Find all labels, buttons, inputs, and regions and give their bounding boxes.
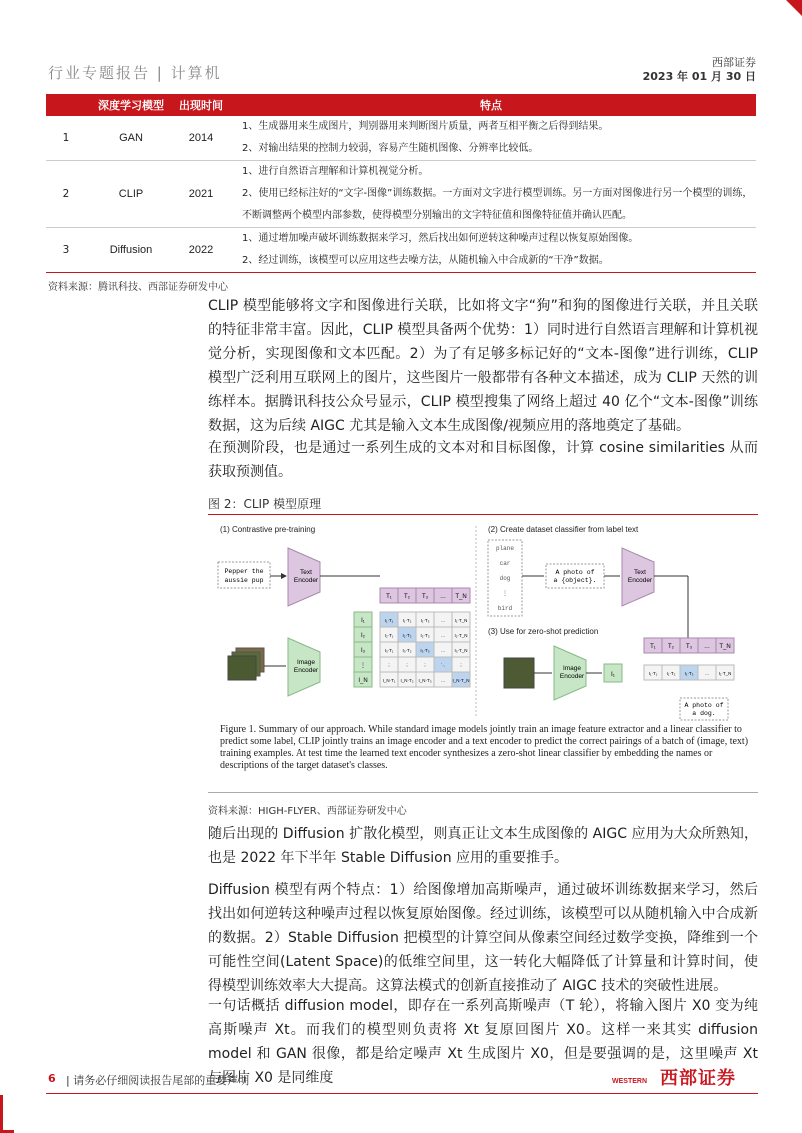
similarity-label: I_N·T₃ xyxy=(418,678,432,683)
similarity-label: I₂·T_N xyxy=(454,633,468,638)
similarity-label: I₂·T₁ xyxy=(384,633,394,638)
similarity-label: ⋱ xyxy=(440,663,446,668)
prediction-row xyxy=(644,665,734,680)
paragraph: 随后出现的 Diffusion 扩散化模型，则真正让文本生成图像的 AIGC 应用为大众所熟知，也是 2022 年下半年 Stable Diffusion 应用的重要推手。 xyxy=(208,826,758,866)
text-embedding-label: T₁ xyxy=(386,594,392,600)
label-item: bird xyxy=(497,605,513,612)
report-date: 2023 年 01 月 30 日 xyxy=(642,70,756,83)
similarity-label: … xyxy=(440,648,446,653)
figure-caption: Figure 1. Summary of our approach. While standard image models jointly train an image feature extractor and a linear classifier to predict some label, CLIP jointly trains an image encoder and a text encoder to predict the correct pairings of a batch of (image, text) training examples. At test time the learned text encoder synthesizes a zero-shot linear classifier by embedding the names or descriptions of the target dataset's classes. xyxy=(220,724,749,771)
footer-divider xyxy=(46,1093,758,1094)
similarity-label: I₃·T_N xyxy=(454,648,468,653)
paragraph: 一句话概括 diffusion model，即存在一系列高斯噪声（T 轮），将输入图片 X0 变为纯高斯噪声 Xt。而我们的模型则负责将 Xt 复原回图片 X0。这样一来其实 diffusion model 和 GAN 很像，都是给定噪声 Xt 生成图片 X0，但是要强调的是，这里噪声 Xt 与图片 X0 是同维度 xyxy=(208,998,758,1086)
row-year: 2022 xyxy=(176,228,226,273)
similarity-label: ⋮ xyxy=(458,663,464,668)
page-number: 6 xyxy=(48,1072,56,1085)
col-model: 深度学习模型 xyxy=(98,99,164,112)
row-features xyxy=(226,161,756,228)
row-model: GAN xyxy=(86,116,176,161)
label-item: ⋮ xyxy=(502,590,508,597)
clip-diagram xyxy=(208,518,758,788)
text-embedding-label: T_N xyxy=(719,644,731,650)
input-text-box xyxy=(218,562,270,588)
similarity-label: I₂·T₃ xyxy=(420,633,430,638)
similarity-label: ⋮ xyxy=(404,663,410,668)
col-features: 特点 xyxy=(480,99,502,112)
text-embedding-label: T₁ xyxy=(650,644,656,650)
image-embedding-label: I₂ xyxy=(361,633,365,639)
text-embedding-label: T₃ xyxy=(685,644,693,650)
section-title-pretraining: (1) Contrastive pre-training xyxy=(220,525,316,534)
paragraph: Diffusion 模型有两个特点：1）给图像增加高斯噪声，通过破坏训练数据来学习，然后找出如何逆转这种噪声过程以恢复原始图像。经过训练，该模型可以从随机输入中合成新的数据。2）Stable Diffusion 把模型的计算空间从像素空间经过数学变换，降维到一个可能性空间(Latent Space)的低维空间里，这一转化大幅降低了计算量和计算时间，使得模型训练效率大大提高。这算法模式的创新直接推动了 AIGC 技术的突破性进展。 xyxy=(208,882,758,994)
text-embedding-label: … xyxy=(704,644,710,650)
section-title-classifier: (2) Create dataset classifier from label text xyxy=(488,525,639,534)
feature-line: 2、对输出结果的控制力较弱，容易产生随机图像、分辨率比较低。 xyxy=(242,143,539,154)
label-item: car xyxy=(499,560,511,567)
brand-logo-cn: 西部证券 xyxy=(660,1068,736,1089)
similarity-label: I_N·T₁ xyxy=(382,678,396,683)
row-year: 2014 xyxy=(176,116,226,161)
prediction-label: … xyxy=(704,671,710,676)
model-comparison-table xyxy=(46,94,756,273)
feature-line: 不断调整两个模型内部参数，使得模型分别输出的文字特征值和图像特征值并确认匹配。 xyxy=(242,210,632,221)
image-embedding-label: I₁ xyxy=(361,618,365,624)
col-year: 出现时间 xyxy=(179,99,223,112)
label-item: plane xyxy=(495,545,515,552)
paragraph: 在预测阶段，也是通过一系列生成的文本对和目标图像，计算 cosine similarities 从而获取预测值。 xyxy=(208,440,758,480)
feature-line: 2、经过训练，该模型可以应用这些去噪方法，从随机输入中合成新的“干净”数据。 xyxy=(242,255,609,266)
table-header-row xyxy=(46,94,756,116)
brand-logo xyxy=(612,1064,762,1092)
prediction-label: I₁·T₁ xyxy=(648,671,658,676)
prediction-label: I₁·T_N xyxy=(718,671,732,676)
header-meta xyxy=(643,56,756,84)
similarity-label: ⋮ xyxy=(422,663,428,668)
similarity-label: ⋮ xyxy=(386,663,392,668)
image-embedding-label: I_N xyxy=(358,678,368,684)
similarity-label: I₃·T₃ xyxy=(420,648,430,653)
similarity-label: I₁·T₁ xyxy=(384,618,394,623)
similarity-label: I_N·T_N xyxy=(452,678,470,683)
input-image xyxy=(228,656,256,680)
row-model: CLIP xyxy=(86,161,176,228)
similarity-label: … xyxy=(440,633,446,638)
col-no xyxy=(46,94,86,116)
figure-divider xyxy=(208,514,758,515)
company-name: 西部证券 xyxy=(712,56,756,69)
row-no: 3 xyxy=(46,228,86,273)
similarity-label: … xyxy=(440,618,446,623)
prompt-text: A photo of a {object}. xyxy=(553,569,597,584)
table-row xyxy=(46,116,756,161)
paragraph: CLIP 模型能够将文字和图像进行关联，比如将文字“狗”和狗的图像进行关联，并且关联的特征非常丰富。因此，CLIP 模型具备两个优势：1）同时进行自然语言理解和计算机视觉分析，实现图像和文本匹配。2）为了有足够多标记好的“文本-图像”进行训练，CLIP 模型广泛利用互联网上的图片，这些图片一般都带有各种文本描述，成为 CLIP 天然的训练样本。据腾讯科技公众号显示，CLIP 模型搜集了网络上超过 40 亿个“文本-图像”训练数据，这为后续 AIGC 尤其是输入文本生成图像/视频应用的落地奠定了基础。 xyxy=(208,298,758,434)
prediction-label: I₁·T₂ xyxy=(666,671,676,676)
table-source: 资料来源：腾讯科技、西部证券研发中心 xyxy=(48,282,228,293)
report-category: 行业专题报告 | 计算机 xyxy=(48,64,222,82)
corner-decoration xyxy=(786,0,802,16)
similarity-label: … xyxy=(440,678,446,683)
row-no: 2 xyxy=(46,161,86,228)
similarity-label: I₁·T_N xyxy=(454,618,468,623)
similarity-label: I_N·T₂ xyxy=(400,678,414,683)
corner-decoration xyxy=(0,1095,14,1133)
similarity-label: I₃·T₂ xyxy=(402,648,412,653)
figure-title: 图 2：CLIP 模型原理 xyxy=(208,497,322,511)
text-embedding-label: T₂ xyxy=(668,644,674,650)
feature-line: 1、生成器用来生成图片，判别器用来判断图片质量，两者互相平衡之后得到结果。 xyxy=(242,121,609,132)
brand-logo-en: WESTERN xyxy=(612,1078,647,1085)
table-row xyxy=(46,161,756,228)
test-image xyxy=(504,658,534,688)
row-model: Diffusion xyxy=(86,228,176,273)
row-features xyxy=(226,228,756,273)
text-embedding-row xyxy=(380,588,470,603)
feature-line: 2、使用已经标注好的“文字-图像”训练数据。一方面对文字进行模型训练。另一方面对图像进行另一个模型的训练， xyxy=(242,188,753,199)
label-item: dog xyxy=(499,575,511,582)
similarity-matrix xyxy=(354,612,470,687)
prediction-text: A photo of a dog. xyxy=(684,702,724,717)
prediction-label: I₁·T₃ xyxy=(684,671,694,676)
text-embedding-label: T₂ xyxy=(404,594,410,600)
table-row xyxy=(46,228,756,273)
similarity-label: I₃·T₁ xyxy=(384,648,394,653)
similarity-label: I₁·T₃ xyxy=(420,618,430,623)
text-encoder-label: Text Encoder xyxy=(627,569,653,584)
similarity-label: I₂·T₂ xyxy=(402,633,412,638)
figure-source: 资料来源：HIGH-FLYER、西部证券研发中心 xyxy=(208,806,407,817)
row-no: 1 xyxy=(46,116,86,161)
image-encoder-label: Image Encoder xyxy=(559,665,585,680)
section-title-zeroshot: (3) Use for zero-shot prediction xyxy=(488,627,599,636)
figure-bottom-line xyxy=(208,792,758,793)
input-text: Pepper the aussie pup xyxy=(224,568,264,584)
similarity-label: I₁·T₂ xyxy=(402,618,412,623)
feature-line: 1、通过增加噪声破坏训练数据来学习，然后找出如何逆转这种噪声过程以恢复原始图像。 xyxy=(242,233,639,244)
image-embedding-label: ⋮ xyxy=(360,663,366,669)
image-embedding-label: I₁ xyxy=(611,671,615,678)
image-encoder-label: Image Encoder xyxy=(293,659,319,674)
image-embedding-label: I₃ xyxy=(360,648,366,654)
text-embedding-label: … xyxy=(440,594,446,600)
footer-disclaimer: | 请务必仔细阅读报告尾部的重要声明 xyxy=(66,1074,250,1087)
row-features xyxy=(226,116,756,161)
row-year: 2021 xyxy=(176,161,226,228)
prompt-template xyxy=(546,564,604,588)
text-embedding-label: T_N xyxy=(455,594,467,600)
text-embedding-row xyxy=(644,638,734,653)
figure-caption-wrap xyxy=(220,724,750,786)
text-encoder-label: Text Encoder xyxy=(293,569,319,584)
text-embedding-label: T₃ xyxy=(421,594,429,600)
feature-line: 1、进行自然语言理解和计算机视觉分析。 xyxy=(242,166,429,177)
